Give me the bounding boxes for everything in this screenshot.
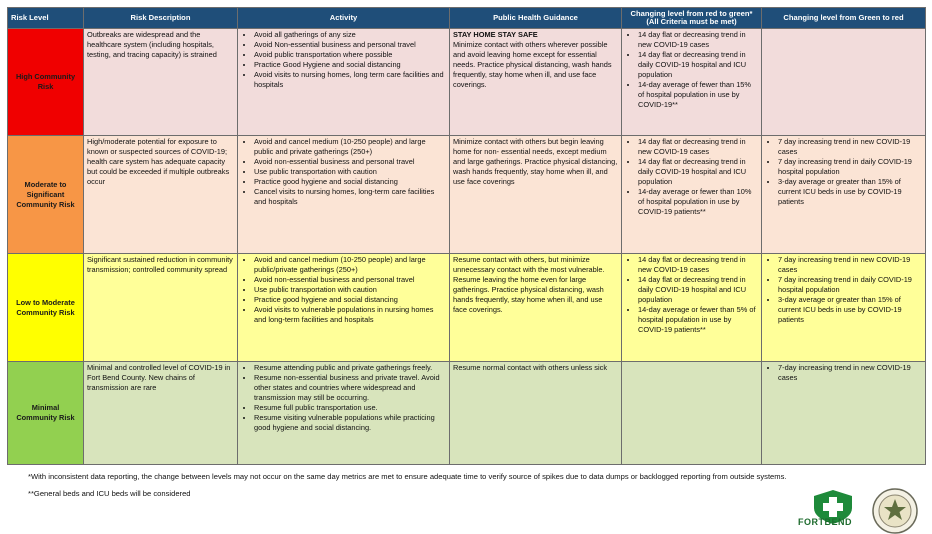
list-item: • Resume visiting vulnerable populations while practicing good hygiene and social distancing.: [254, 413, 446, 433]
list-item: • 14 day flat or decreasing trend in daily COVID-19 hospital and ICU population: [638, 275, 758, 305]
footnote-beds: **General beds and ICU beds will be considered: [28, 489, 191, 498]
risk-level-table: [7, 7, 926, 465]
guidance-heading: STAY HOME STAY SAFE: [453, 30, 538, 39]
header-public-health-guidance: Public Health Guidance: [450, 8, 622, 29]
list-item: • Resume full public transportation use.: [254, 403, 446, 413]
red-to-green-low: [622, 254, 762, 362]
list-item: • Practice good hygiene and social distancing: [254, 177, 446, 187]
list-item: • 14 day flat or decreasing trend in new COVID-19 cases: [638, 255, 758, 275]
list-item: • Avoid non-essential business and personal travel: [254, 157, 446, 167]
list-item: • Avoid Non-essential business and personal travel: [254, 40, 446, 50]
header-red-to-green: Changing level from red to green* (All Criteria must be met): [622, 8, 762, 29]
list-item: • Use public transportation with caution: [254, 285, 446, 295]
fort-bend-logo-text: FORTBEND: [798, 517, 852, 527]
list-item: • 3-day average or greater than 15% of current ICU beds in use by COVID-19 patients: [778, 295, 922, 325]
list-item: • 7 day increasing trend in new COVID-19 cases: [778, 137, 922, 157]
county-seal-logo: [872, 488, 918, 534]
level-high: High Community Risk: [8, 29, 84, 136]
table-row-high: [8, 29, 926, 136]
description-moderate: High/moderate potential for exposure to known or suspected sources of COVID-19; health care system has adequate capacity but could be exceeded if multiple outbreaks occur: [84, 136, 238, 254]
list-item: • Avoid and cancel medium (10-250 people) and large public/private gatherings (250+): [254, 255, 446, 275]
top-strip: [0, 0, 932, 7]
green-to-red-minimal: [762, 362, 926, 465]
list-item: • 7 day increasing trend in daily COVID-19 hospital population: [778, 275, 922, 295]
footnote-data-reporting: *With inconsistent data reporting, the change between levels may not occur on the same day metrics are met to ensure adequate time to verify source of spikes due to data dumps or backlogged reporting from outside systems.: [28, 472, 787, 481]
list-item: • Avoid visits to nursing homes, long term care facilities and hospitals: [254, 70, 446, 90]
list-item: • Cancel visits to nursing homes, long-term care facilities and hospitals: [254, 187, 446, 207]
header-activity: Activity: [238, 8, 450, 29]
list-item: • Avoid public transportation where possible: [254, 50, 446, 60]
list-item: • Practice good hygiene and social distancing: [254, 295, 446, 305]
table-row-low: [8, 254, 926, 362]
table-row-moderate: [8, 136, 926, 254]
table-header-row: [8, 8, 926, 29]
table-row-minimal: [8, 362, 926, 465]
list-item: • Avoid and cancel medium (10-250 people) and large public and private gatherings (250+): [254, 137, 446, 157]
activity-moderate: [238, 136, 450, 254]
list-item: • 7 day increasing trend in new COVID-19 cases: [778, 255, 922, 275]
header-risk-level: Risk Level: [8, 8, 84, 29]
list-item: • 14-day average of fewer than 15% of hospital population in use by COVID-19**: [638, 80, 758, 110]
guidance-minimal: Resume normal contact with others unless sick: [450, 362, 622, 465]
red-to-green-moderate: [622, 136, 762, 254]
list-item: • 7 day increasing trend in daily COVID-19 hospital population: [778, 157, 922, 177]
list-item: • Use public transportation with caution: [254, 167, 446, 177]
green-to-red-high: [762, 29, 926, 136]
level-minimal: Minimal Community Risk: [8, 362, 84, 465]
list-item: • Practice Good Hygiene and social distancing: [254, 60, 446, 70]
green-to-red-moderate: [762, 136, 926, 254]
list-item: • Avoid non-essential business and personal travel: [254, 275, 446, 285]
list-item: • 14-day average or fewer than 10% of hospital population in use by COVID-19 patients**: [638, 187, 758, 217]
description-low: Significant sustained reduction in community transmission; controlled community spread: [84, 254, 238, 362]
list-item: • 14 day flat or decreasing trend in daily COVID-19 hospital and ICU population: [638, 50, 758, 80]
activity-minimal: [238, 362, 450, 465]
guidance-moderate: Minimize contact with others but begin leaving home for non- essential needs, except medium and large gatherings. Practice physical distancing, wash hands frequently, stay home when ill, and use face coverings: [450, 136, 622, 254]
level-low: Low to Moderate Community Risk: [8, 254, 84, 362]
header-green-to-red: Changing level from Green to red: [762, 8, 926, 29]
list-item: • 14 day flat or decreasing trend in new COVID-19 cases: [638, 30, 758, 50]
red-to-green-minimal: [622, 362, 762, 465]
green-to-red-low: [762, 254, 926, 362]
red-to-green-high: [622, 29, 762, 136]
activity-high: [238, 29, 450, 136]
list-item: • Avoid all gatherings of any size: [254, 30, 446, 40]
header-risk-description: Risk Description: [84, 8, 238, 29]
list-item: • 14-day average or fewer than 5% of hospital population in use by COVID-19 patients**: [638, 305, 758, 335]
list-item: • Avoid visits to vulnerable populations in nursing homes and long-term facilities and hospitals: [254, 305, 446, 325]
activity-low: [238, 254, 450, 362]
level-moderate: Moderate to Significant Community Risk: [8, 136, 84, 254]
list-item: • 7-day increasing trend in new COVID-19 cases: [778, 363, 922, 383]
guidance-text: Minimize contact with others wherever possible and avoid leaving home except for essential needs. Practice physical distancing, wash hands frequently, stay home when ill, and use face coverings.: [453, 40, 612, 89]
guidance-high: [450, 29, 622, 136]
list-item: • Resume non-essential business and private travel. Avoid other states and countries where widespread and transmission may still be occurring.: [254, 373, 446, 403]
list-item: • Resume attending public and private gatherings freely.: [254, 363, 446, 373]
description-high: Outbreaks are widespread and the healthcare system (including hospitals, testing, and tracing capacity) is strained: [84, 29, 238, 136]
description-minimal: Minimal and controlled level of COVID-19 in Fort Bend County. New chains of transmission are rare: [84, 362, 238, 465]
list-item: • 14 day flat or decreasing trend in new COVID-19 cases: [638, 137, 758, 157]
guidance-low: Resume contact with others, but minimize unnecessary contact with the most vulnerable. Resume leaving the home even for large gatherings. Practice physical distancing, wash hands frequently, stay home when ill, and use face coverings.: [450, 254, 622, 362]
list-item: • 3-day average or greater than 15% of current ICU beds in use by COVID-19 patients: [778, 177, 922, 207]
list-item: • 14 day flat or decreasing trend in daily COVID-19 hospital and ICU population: [638, 157, 758, 187]
footnotes: [28, 472, 787, 506]
